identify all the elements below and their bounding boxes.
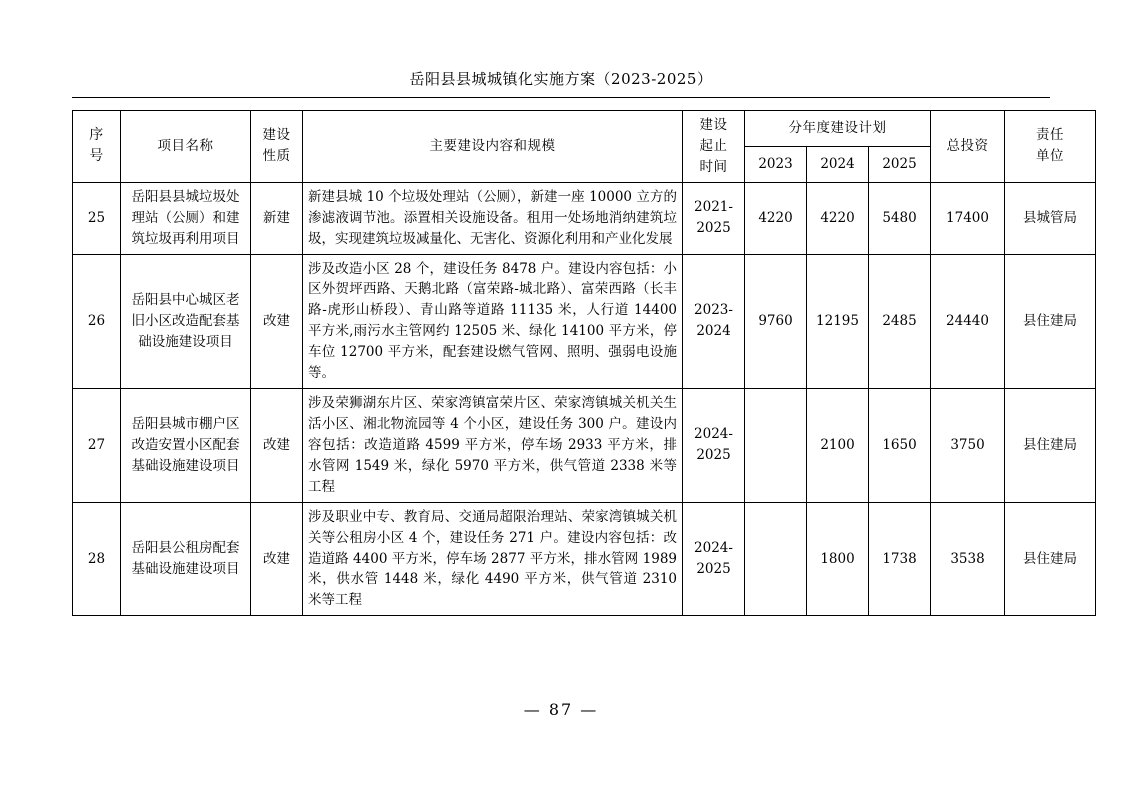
header-divider xyxy=(72,97,1050,98)
page-number: — 87 — xyxy=(523,700,599,719)
cell-seq: 26 xyxy=(73,254,121,389)
cell-unit: 县城管局 xyxy=(1005,182,1096,254)
cell-y2023: 9760 xyxy=(745,254,807,389)
cell-total: 3538 xyxy=(931,502,1005,616)
cell-y2023 xyxy=(745,389,807,503)
table-row xyxy=(73,502,1096,616)
cell-project-name: 岳阳县县城垃圾处理站（公厕）和建筑垃圾再利用项目 xyxy=(121,182,251,254)
cell-y2024: 12195 xyxy=(807,254,869,389)
cell-unit: 县住建局 xyxy=(1005,389,1096,503)
cell-seq: 28 xyxy=(73,502,121,616)
table-row xyxy=(73,254,1096,389)
cell-period: 2023- 2024 xyxy=(683,254,745,389)
cell-unit: 县住建局 xyxy=(1005,502,1096,616)
cell-nature: 新建 xyxy=(251,182,303,254)
cell-period: 2024- 2025 xyxy=(683,389,745,503)
cell-y2023 xyxy=(745,502,807,616)
cell-content: 新建县城 10 个垃圾处理站（公厕），新建一座 10000 立方的渗滤液调节池。添置相关设施设备。租用一处场地消纳建筑垃圾，实现建筑垃圾减量化、无害化、资源化利用和产业化发展 xyxy=(303,182,683,254)
header-total-investment: 总投资 xyxy=(931,111,1005,183)
cell-y2023: 4220 xyxy=(745,182,807,254)
header-period: 建设 起止 时间 xyxy=(683,111,745,183)
cell-project-name: 岳阳县公租房配套基础设施建设项目 xyxy=(121,502,251,616)
cell-period: 2024- 2025 xyxy=(683,502,745,616)
header-project-name: 项目名称 xyxy=(121,111,251,183)
cell-y2025: 2485 xyxy=(869,254,931,389)
cell-unit: 县住建局 xyxy=(1005,254,1096,389)
cell-total: 24440 xyxy=(931,254,1005,389)
cell-y2025: 1650 xyxy=(869,389,931,503)
running-header: 岳阳县县城城镇化实施方案（2023-2025） xyxy=(409,70,713,88)
header-responsible-unit: 责任 单位 xyxy=(1005,111,1096,183)
cell-nature: 改建 xyxy=(251,502,303,616)
cell-total: 17400 xyxy=(931,182,1005,254)
cell-y2025: 1738 xyxy=(869,502,931,616)
cell-nature: 改建 xyxy=(251,254,303,389)
cell-project-name: 岳阳县中心城区老旧小区改造配套基础设施建设项目 xyxy=(121,254,251,389)
cell-seq: 25 xyxy=(73,182,121,254)
cell-y2024: 4220 xyxy=(807,182,869,254)
cell-project-name: 岳阳县城市棚户区改造安置小区配套基础设施建设项目 xyxy=(121,389,251,503)
cell-y2025: 5480 xyxy=(869,182,931,254)
cell-period: 2021- 2025 xyxy=(683,182,745,254)
cell-y2024: 1800 xyxy=(807,502,869,616)
table-header-row-1 xyxy=(73,111,1096,147)
table-container xyxy=(72,110,1078,616)
cell-content: 涉及荣狮湖东片区、荣家湾镇富荣片区、荣家湾镇城关机关生活小区、湘北物流园等 4 个小区，建设任务 300 户。建设内容包括：改造道路 4599 平方米，停车场 2933 平方米，排水管网 1549 米，绿化 5970 平方米，供气管道 2338 米等工程 xyxy=(303,389,683,503)
header-seq: 序 号 xyxy=(73,111,121,183)
header-year-2024: 2024 xyxy=(807,146,869,182)
construction-plan-table xyxy=(72,110,1096,616)
header-year-2025: 2025 xyxy=(869,146,931,182)
cell-content: 涉及改造小区 28 个，建设任务 8478 户。建设内容包括：小区外贺坪西路、天鹅北路（富荣路-城北路）、富荣西路（长丰路-虎形山桥段）、青山路等道路 11135 米，人行道 14400 平方米,雨污水主管网约 12505 米、绿化 14100 平方米，停车位 12700 平方米，配套建设燃气管网、照明、强弱电设施等。 xyxy=(303,254,683,389)
table-row xyxy=(73,182,1096,254)
cell-seq: 27 xyxy=(73,389,121,503)
cell-y2024: 2100 xyxy=(807,389,869,503)
header-yearly-plan: 分年度建设计划 xyxy=(745,111,931,147)
cell-content: 涉及职业中专、教育局、交通局超限治理站、荣家湾镇城关机关等公租房小区 4 个，建设任务 271 户。建设内容包括：改造道路 4400 平方米，停车场 2877 平方米，排水管网 1989 米，供水管 1448 米，绿化 4490 平方米，供气管道 2310 米等工程 xyxy=(303,502,683,616)
header-nature: 建设 性质 xyxy=(251,111,303,183)
header-content: 主要建设内容和规模 xyxy=(303,111,683,183)
table-row xyxy=(73,389,1096,503)
cell-nature: 改建 xyxy=(251,389,303,503)
cell-total: 3750 xyxy=(931,389,1005,503)
header-year-2023: 2023 xyxy=(745,146,807,182)
